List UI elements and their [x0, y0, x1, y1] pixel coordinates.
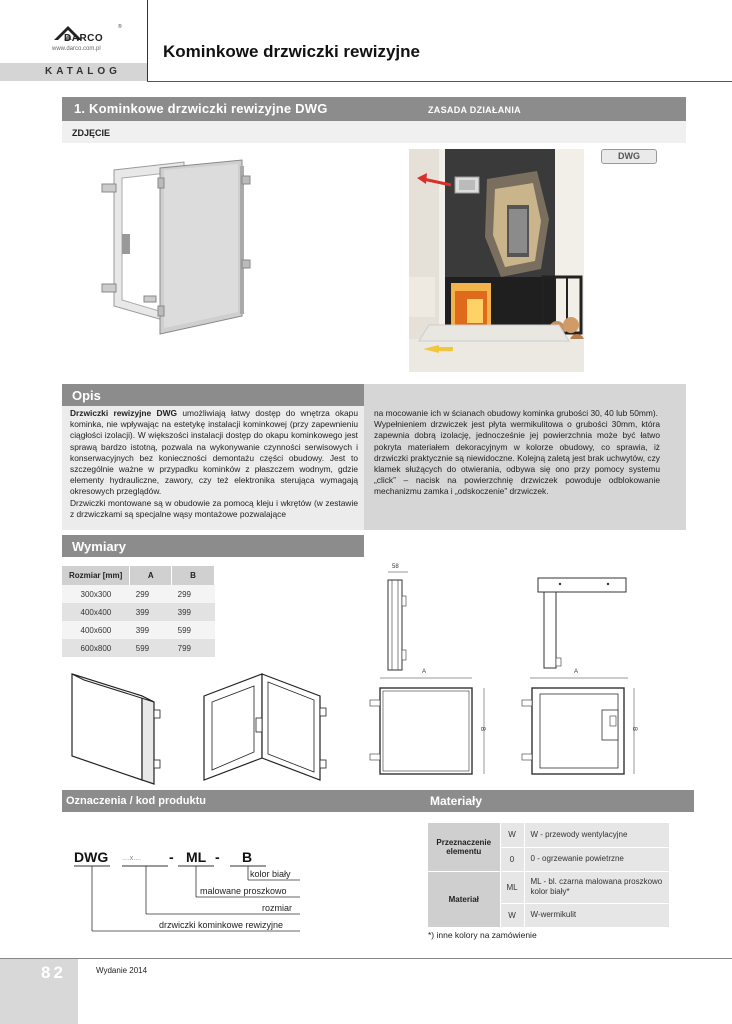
- photo-label: ZDJĘCIE: [72, 128, 111, 138]
- legend-product: drzwiczki kominkowe rewizyjne: [159, 920, 284, 930]
- table-row: [62, 639, 215, 657]
- edition-label: Wydanie 2014: [96, 966, 148, 975]
- logo: [0, 0, 148, 62]
- group-purpose: Przeznaczenie elementu: [428, 823, 500, 871]
- cell-a: 599: [130, 639, 172, 657]
- front-dim-b-label: B: [479, 726, 486, 732]
- materials-table: [428, 823, 670, 928]
- section-title: 1. Kominkowe drzwiczki rewizyjne DWG: [74, 101, 328, 116]
- code-ml: ML: [186, 849, 207, 865]
- key-cell: W: [500, 823, 524, 847]
- front-dim-a-label: A: [422, 669, 427, 675]
- materials-note: *) inne kolory na zamówienie: [428, 930, 537, 940]
- footer-rule: [0, 958, 732, 959]
- description-right-text-2: Wypełnieniem drzwiczek jest płyta wermikulitowa o grubości 30mm, która zapewnia dobrą izolację, jednocześnie jej powierzchnia może być łatwo pokryta materiałem dekoracyjnym w kolorze obudowy, co sprawia, iż drzwiczki praktycznie są niewidoczne. Kolejną zaletą jest brak uchwytów, czy klamek służących do otwierania, odbywa się ono przy pomocy systemu „click” – nacisk na powierzchnię drzwiczek powoduje odblokowanie mechanizmu zamka i „odskoczenie” drzwiczek.: [374, 419, 660, 497]
- code-heading-bar: [62, 790, 372, 812]
- description-heading: Opis: [72, 388, 101, 403]
- open-door-3d-drawing: [198, 668, 330, 786]
- cell-b: 799: [172, 639, 215, 657]
- legend-size: rozmiar: [262, 903, 293, 913]
- brand-name: DARCO: [64, 33, 104, 44]
- legend-color: kolor biały: [250, 869, 291, 879]
- code-size-placeholder: ....x....: [122, 855, 142, 862]
- page-number-box: [0, 959, 78, 1024]
- key-cell: W: [500, 903, 524, 927]
- value-cell: W-wermikulit: [524, 903, 670, 927]
- table-row: [62, 585, 215, 603]
- principle-photo: [409, 149, 584, 372]
- dimensions-heading: Wymiary: [72, 539, 126, 554]
- table-row: [428, 871, 670, 903]
- table-row: [428, 823, 670, 847]
- closed-door-3d-drawing: [62, 668, 172, 786]
- header-divider: [147, 0, 148, 82]
- cell-b: 399: [172, 603, 215, 621]
- katalog-label: KATALOG: [45, 66, 121, 77]
- cell-b: 299: [172, 585, 215, 603]
- dimensions-table: [62, 566, 215, 657]
- description-right-text: na mocowanie ich w ścianach obudowy kominka grubości 30, 40 lub 50mm).: [374, 408, 658, 418]
- value-cell: ML - bl. czarna malowana proszkowo kolor biały*: [524, 871, 670, 903]
- table-row: [62, 603, 215, 621]
- description-left: [70, 408, 358, 520]
- code-dash-1: -: [169, 849, 174, 865]
- cell-a: 299: [130, 585, 172, 603]
- photo-label-bar: [62, 121, 686, 143]
- dim-58-label: 58: [392, 564, 399, 570]
- open-front-view-drawing: [518, 670, 642, 780]
- top-view-drawing: [530, 570, 630, 670]
- legend-paint: malowane proszkowo: [200, 886, 287, 896]
- cell-size: 400x600: [62, 621, 130, 639]
- cell-a: 399: [130, 621, 172, 639]
- description-right: [374, 408, 660, 498]
- code-heading: Oznaczenia / kod produktu: [66, 795, 206, 807]
- code-b: B: [242, 849, 253, 865]
- section-subtitle: ZASADA DZIAŁANIA: [428, 105, 521, 115]
- front-view-drawing: [368, 670, 492, 780]
- group-material: Materiał: [428, 871, 500, 927]
- value-cell: 0 - ogrzewanie powietrzne: [524, 847, 670, 871]
- column-header-a: A: [130, 566, 172, 585]
- cell-b: 599: [172, 621, 215, 639]
- page-title: Kominkowe drzwiczki rewizyjne: [163, 42, 420, 61]
- side-view-drawing: [370, 560, 440, 675]
- code-dwg: DWG: [74, 849, 109, 865]
- column-header-size: Rozmiar [mm]: [62, 566, 130, 585]
- cell-a: 399: [130, 603, 172, 621]
- heading-bar-fill: [372, 790, 424, 812]
- key-cell: 0: [500, 847, 524, 871]
- description-lead: Drzwiczki rewizyjne DWG: [70, 408, 178, 418]
- code-dash-2: -: [215, 849, 220, 865]
- brand-registered: ®: [118, 24, 122, 30]
- brand-url: www.darco.com.pl: [52, 46, 101, 52]
- value-cell: W - przewody wentylacyjne: [524, 823, 670, 847]
- model-tag: DWG: [601, 149, 657, 164]
- open-dim-a-label: A: [574, 669, 579, 675]
- section-title-bar: [62, 97, 686, 121]
- page-number: 82: [41, 963, 66, 982]
- description-left-text-2: Drzwiczki montowane są w obudowie za pomocą kleju i wkrętów (w zestawie z drzwiczkami są specjalne wąsy montażowe pozwalające: [70, 497, 358, 519]
- dimensions-heading-bar: [62, 535, 364, 557]
- key-cell: ML: [500, 871, 524, 903]
- table-header-row: [62, 566, 215, 585]
- column-header-b: B: [172, 566, 215, 585]
- header-rule: [147, 81, 732, 82]
- description-left-text: umożliwiają łatwy dostęp do wnętrza okapu kominka, nie wpływając na estetykę instalacji kominkowej (przy zapewnieniu ciągłości izolacji). W większości instalacji dostęp do okapu kominkowego jest sprawą bardzo istotną, pozwala na wykonywanie czynności serwisowych i konserwacyjnych bez konieczności demontażu części obudowy. Jest to szczególnie ważne w przypadku kominków z płaszczem wodnym, gdzie elementy hydrauliczne, zawory, czy też elektronika sterująca wymagają okresowych przeglądów.: [70, 408, 358, 497]
- open-dim-b-label: B: [631, 726, 638, 732]
- table-row: [62, 621, 215, 639]
- materials-heading: Materiały: [430, 794, 483, 808]
- cell-size: 600x800: [62, 639, 130, 657]
- product-photo: [92, 156, 252, 336]
- cell-size: 300x300: [62, 585, 130, 603]
- description-heading-bar: [62, 384, 364, 406]
- cell-size: 400x400: [62, 603, 130, 621]
- materials-heading-bar: [424, 790, 694, 812]
